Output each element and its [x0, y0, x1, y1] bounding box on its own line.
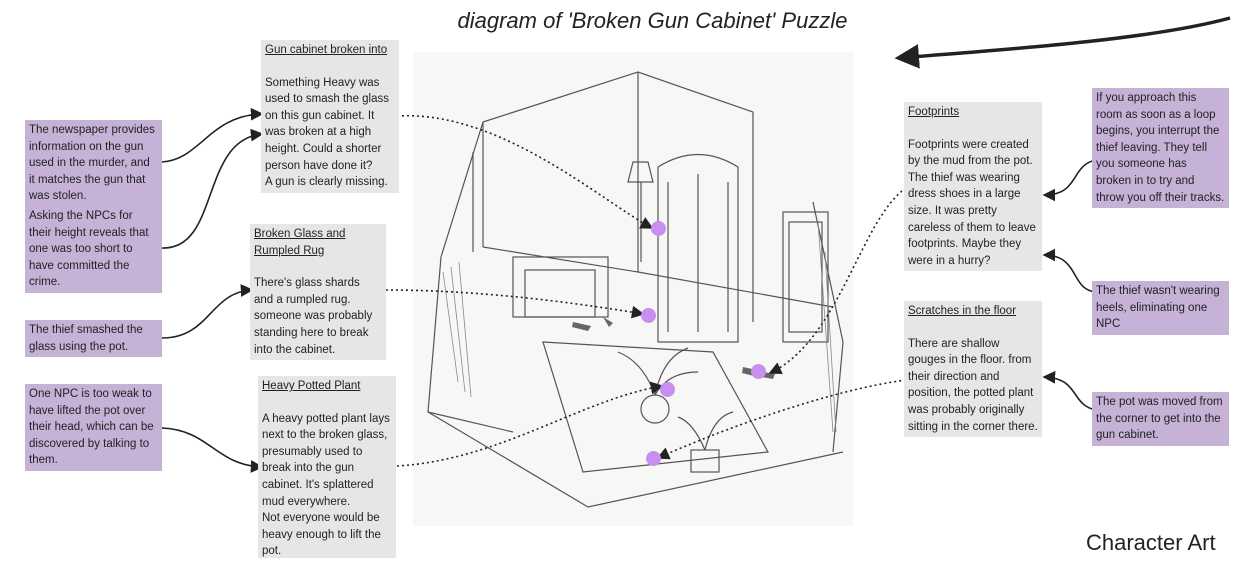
clue-heading: Heavy Potted Plant	[262, 380, 361, 392]
potted-plant-pointer	[397, 386, 662, 466]
deduction-smashed-pot: The thief smashed the glass using the pot.	[25, 320, 162, 357]
clue-potted-plant	[258, 376, 396, 558]
smashed-pot-arrow	[162, 290, 252, 338]
footprints-marker[interactable]	[751, 364, 766, 379]
clue-gun-cabinet	[261, 40, 399, 193]
pot-moved-arrow	[1044, 377, 1096, 410]
gun-cabinet-marker[interactable]	[651, 221, 666, 236]
clue-heading: Broken Glass and Rumpled Rug	[254, 228, 346, 257]
footprints-pointer	[770, 188, 906, 373]
deduction-loop-start: If you approach this room as soon as a loop begins, you interrupt the thief leaving. They tell you someone has broken in to try and throw you off their tracks.	[1092, 88, 1229, 208]
loop-start-arrow	[1044, 160, 1096, 195]
clue-broken-glass	[250, 224, 386, 360]
deduction-pot-moved: The pot was moved from the corner to get into the gun cabinet.	[1092, 392, 1229, 446]
no-heels-arrow	[1044, 255, 1096, 292]
deduction-npc-height: Asking the NPCs for their height reveals that one was too short to have committed the crime.	[25, 206, 162, 293]
deduction-newspaper: The newspaper provides information on the gun used in the murder, and it matches the gun that was stolen.	[25, 120, 162, 207]
broken-glass-pointer	[386, 290, 643, 314]
clue-footprints	[904, 102, 1042, 271]
clue-heading: Scratches in the floor	[908, 305, 1017, 317]
scratches-pointer	[658, 380, 906, 458]
clue-heading: Footprints	[908, 106, 960, 118]
npc-weak-arrow	[162, 428, 262, 467]
clue-body: Footprints were created by the mud from the pot. The thief was wearing dress shoes in a large size. It was pretty careless of them to leave footprints. Maybe they were in a hurry?	[908, 138, 1036, 267]
clue-body: A heavy potted plant lays next to the broken glass, presumably used to break into the gun cabinet. It's splattered mud everywhere. Not everyone would be heavy enough to lift the pot.	[262, 412, 390, 558]
deduction-no-heels: The thief wasn't wearing heels, eliminating one NPC	[1092, 281, 1229, 335]
clue-body: There's glass shards and a rumpled rug. someone was probably standing here to break into the cabinet.	[254, 277, 373, 356]
npc-height-arrow	[162, 134, 262, 248]
potted-plant-marker[interactable]	[660, 382, 675, 397]
clue-body: There are shallow gouges in the floor. from their direction and position, the potted plant was probably originally sitting in the corner there.	[908, 337, 1038, 433]
clue-heading: Gun cabinet broken into	[265, 44, 388, 56]
diagram-title: diagram of 'Broken Gun Cabinet' Puzzle	[457, 8, 848, 33]
broken-glass-marker[interactable]	[641, 308, 656, 323]
scratches-marker[interactable]	[646, 451, 661, 466]
character-art-label: Character Art	[1086, 530, 1216, 555]
gun-cabinet-pointer	[397, 116, 652, 228]
clue-scratches	[904, 301, 1042, 437]
clue-body: Something Heavy was used to smash the glass on this gun cabinet. It was broken at a high height. Could a shorter person have done it? A gun is clearly missing.	[265, 76, 390, 189]
big-arrow	[898, 18, 1230, 58]
deduction-npc-weak: One NPC is too weak to have lifted the pot over their head, which can be discovered by talking to them.	[25, 384, 162, 471]
